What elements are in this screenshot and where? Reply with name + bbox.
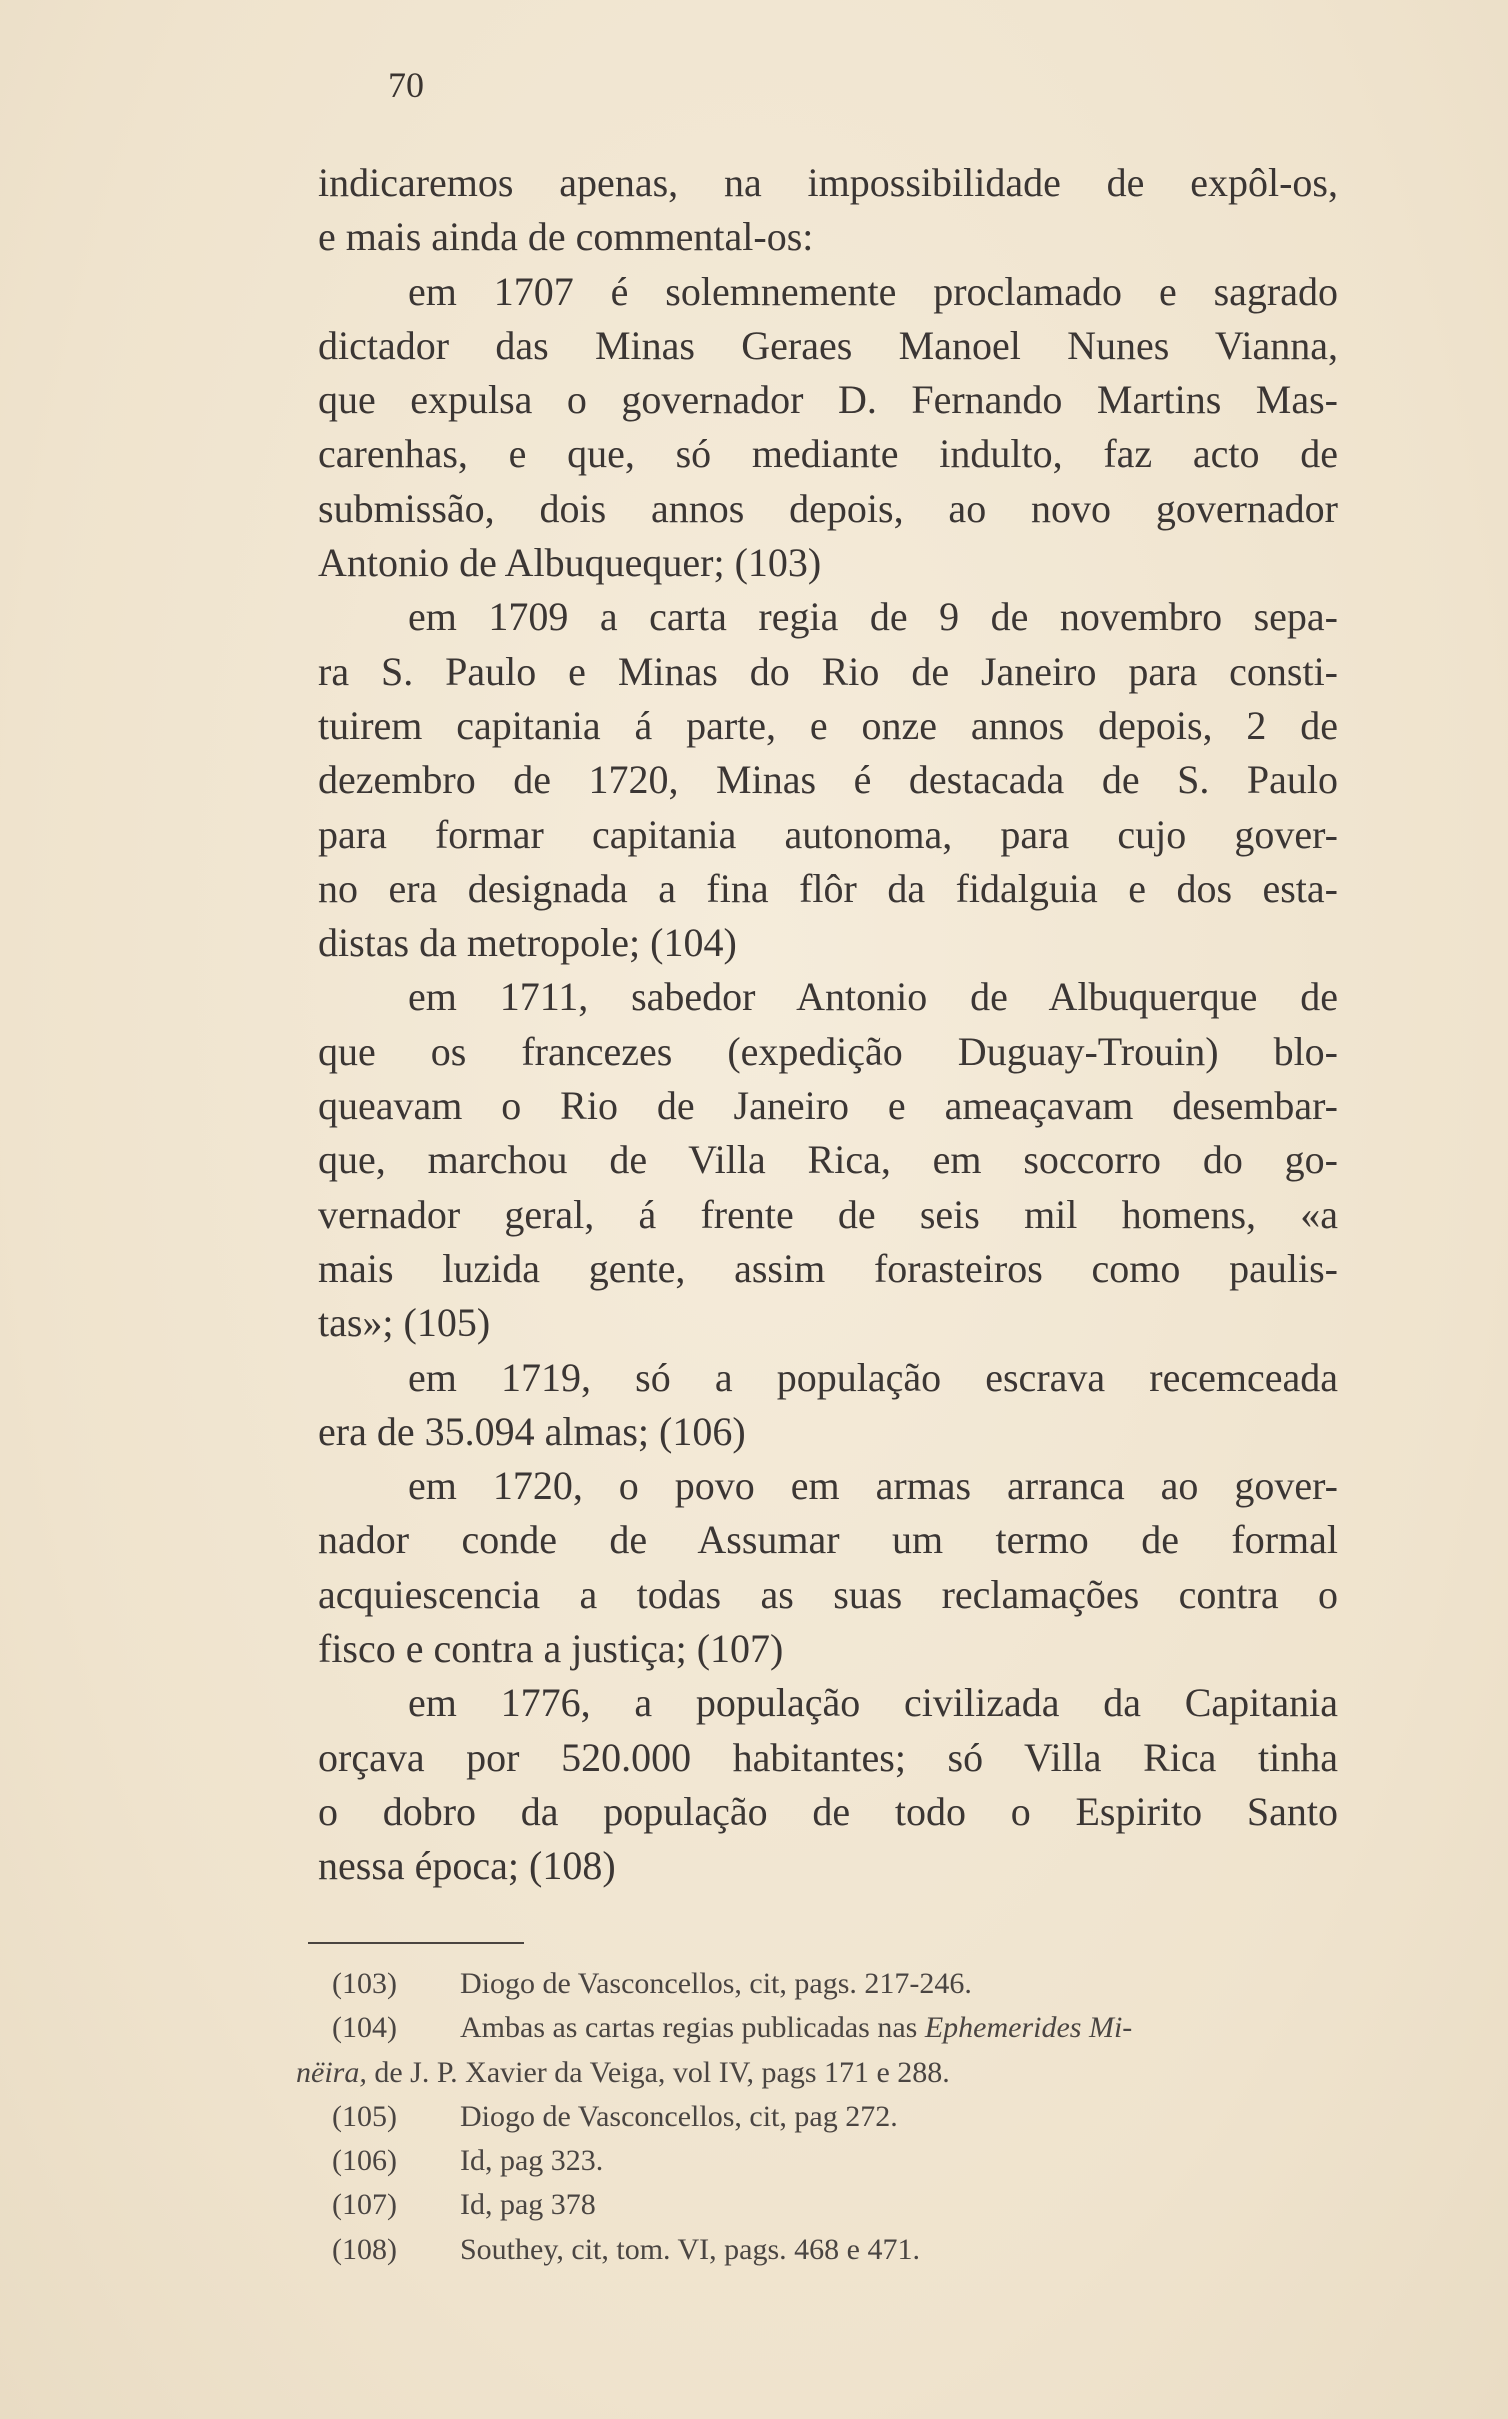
text-line: e mais ainda de commental-os: xyxy=(318,214,814,260)
footnote-text: Ambas as cartas regias publicadas nas xyxy=(460,2011,925,2045)
footnote-number: (107) xyxy=(332,2188,397,2222)
footnote-text: Id, pag 323. xyxy=(460,2144,604,2178)
text-line: Antonio de Albuquequer; (103) xyxy=(318,540,822,586)
footnote-text: Diogo de Vasconcellos, cit, pag 272. xyxy=(460,2099,898,2133)
text-line: tuirem capitania á parte, e onze annos depois, 2 de xyxy=(318,702,1338,748)
footnote-103 xyxy=(332,1962,1332,2006)
footnote-text: de J. P. Xavier da Veiga, vol IV, pags 171 e 288. xyxy=(366,2055,950,2089)
text-line: orçava por 520.000 habitantes; só Villa Rica tinha xyxy=(318,1734,1338,1780)
text-line: que, marchou de Villa Rica, em soccorro do go- xyxy=(318,1137,1338,1183)
text-line: indicaremos apenas, na impossibilidade de expôl-os, xyxy=(318,160,1338,205)
text-line: em 1711, sabedor Antonio de Albuquerque de xyxy=(408,974,1338,1020)
text-line: para formar capitania autonoma, para cujo gover- xyxy=(318,811,1338,857)
text-line: nessa época; (108) xyxy=(318,1843,616,1889)
footnote-106 xyxy=(332,2139,1332,2183)
footnote-number: (104) xyxy=(332,2011,397,2045)
text-line: carenhas, e que, só mediante indulto, faz acto de xyxy=(318,431,1338,477)
text-line: vernador geral, á frente de seis mil homens, «a xyxy=(318,1191,1338,1237)
body-text xyxy=(318,156,1338,1894)
footnote-italic-title: Ephemerides Mi- xyxy=(924,2011,1133,2045)
text-line: mais luzida gente, assim forasteiros como paulis- xyxy=(318,1245,1338,1291)
footnotes xyxy=(296,1962,1332,2272)
footnote-number: (108) xyxy=(332,2232,397,2266)
text-line: no era designada a fina flôr da fidalguia e dos esta- xyxy=(318,865,1338,911)
text-line: acquiescencia a todas as suas reclamações contra o xyxy=(318,1571,1338,1617)
footnote-104 xyxy=(332,2006,1332,2050)
text-line: submissão, dois annos depois, ao novo governador xyxy=(318,485,1338,531)
text-line: que os francezes (expedição Duguay-Trouin) blo- xyxy=(318,1028,1338,1074)
text-line: nador conde de Assumar um termo de formal xyxy=(318,1517,1338,1563)
footnote-number: (103) xyxy=(332,1967,397,2000)
text-line: queavam o Rio de Janeiro e ameaçavam desembar- xyxy=(318,1083,1338,1129)
footnote-104-continued xyxy=(296,2051,1332,2095)
footnote-text: Diogo de Vasconcellos, cit, pags. 217-246. xyxy=(460,1967,972,2000)
text-line: tas»; (105) xyxy=(318,1300,491,1346)
text-line: o dobro da população de todo o Espirito Santo xyxy=(318,1788,1338,1834)
page-number: 70 xyxy=(388,65,424,105)
footnote-text: Southey, cit, tom. VI, pags. 468 e 471. xyxy=(460,2232,920,2266)
text-line: que expulsa o governador D. Fernando Martins Mas- xyxy=(318,377,1338,423)
footnote-105 xyxy=(332,2095,1332,2139)
text-line: em 1720, o povo em armas arranca ao gover- xyxy=(408,1463,1338,1509)
text-line: em 1719, só a população escrava recemceada xyxy=(408,1354,1338,1400)
footnote-number: (105) xyxy=(332,2099,397,2133)
text-line: ra S. Paulo e Minas do Rio de Janeiro para consti- xyxy=(318,648,1338,694)
text-line: em 1776, a população civilizada da Capitania xyxy=(408,1680,1338,1726)
footnote-text: Id, pag 378 xyxy=(460,2188,596,2222)
text-line: em 1709 a carta regia de 9 de novembro sepa- xyxy=(408,594,1338,640)
footnote-italic-title: nëira, xyxy=(296,2055,367,2089)
footnote-number: (106) xyxy=(332,2144,397,2178)
footnote-107 xyxy=(332,2183,1332,2227)
text-line: fisco e contra a justiça; (107) xyxy=(318,1626,784,1672)
footnote-108 xyxy=(332,2228,1332,2272)
text-line: dictador das Minas Geraes Manoel Nunes Vianna, xyxy=(318,322,1338,368)
text-line: dezembro de 1720, Minas é destacada de S. Paulo xyxy=(318,757,1338,803)
text-line: era de 35.094 almas; (106) xyxy=(318,1408,746,1454)
text-line: distas da metropole; (104) xyxy=(318,920,737,966)
text-line: em 1707 é solemnemente proclamado e sagrado xyxy=(408,268,1338,314)
footnote-separator xyxy=(308,1942,524,1944)
